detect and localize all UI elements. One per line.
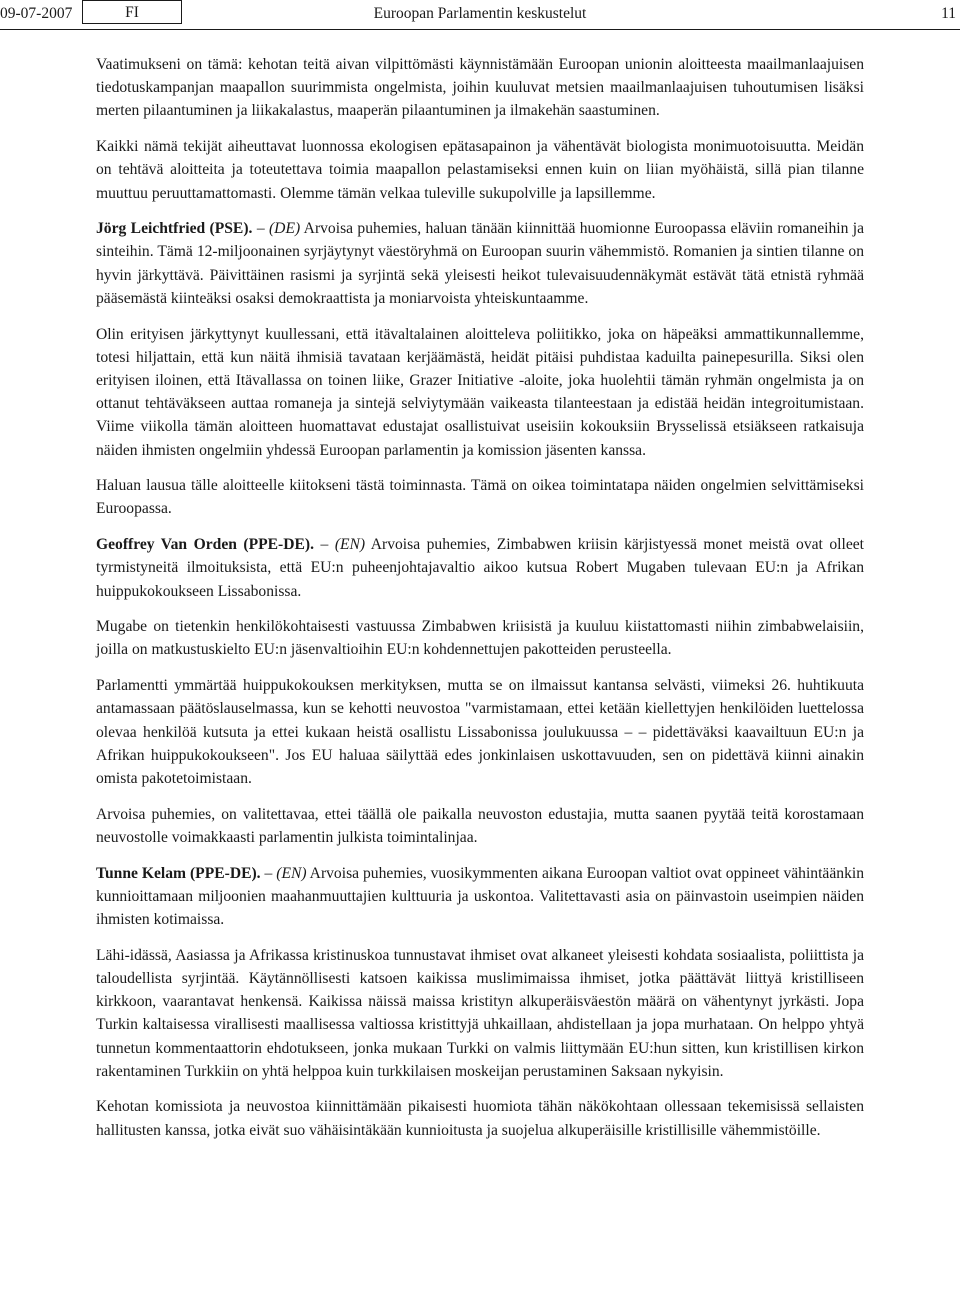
paragraph-text: Vaatimukseni on tämä: kehotan teitä aivan vilpittömästi käynnistämään Euroopan unionin aloitteesta maailmanlaajuisen tiedotuskampanjan maapallon suurimmista ongelmista, joihin kuuluvat metsien maailmanlaajuisen tuhoutumisen lisäksi merten pilaantuminen ja liikakalastus, maaperän pilaantuminen ja ilmakehän saastuminen. <box>96 56 864 120</box>
paragraph-text: Lähi-idässä, Aasiassa ja Afrikassa kristinuskoa tunnustavat ihmiset ovat alkaneet yleisesti kohdata sosiaalista, poliittista ja taloudellista syrjintää. Käytännöllisesti katsoen kaikissa muslimimaissa ihmiset, jotka päättävät liittyä kristilliseen kirkkoon, vaarantavat henkensä. Kaikissa näissä maissa kristityn alkuperäisväestön määrä on vähentynyt jyrkästi. Jopa Turkin kaltaisessa virallisesti maallisessa valtiossa kristittyjä uhkaillaan, ahdistellaan ja jopa murhataan. On helppo yhtyä tunnetun kommentaattorin ehdotukseen, jonka mukaan Turkki on valmis liittymään EU:hun sitten, kun kristillisen kirkon rakentaminen Turkkiin on yhtä helppoa kuin turkkilaisen moskeijan perustaminen Saksaan nykyisin. <box>96 946 864 1080</box>
speech-paragraph <box>96 533 864 603</box>
speech-paragraph <box>96 862 864 932</box>
page-number: 11 <box>941 5 956 22</box>
paragraph-text: Kaikki nämä tekijät aiheuttavat luonnossa ekologisen epätasapainon ja vähentävät biologista monimuotoisuutta. Meidän on tehtävä aloitteita ja toteutettava toimia maapallon pelastamiseksi ennen kuin on liian myöhäistä, sillä pian tilanne muuttuu peruuttamattomasti. Olemme tämän velkaa tuleville sukupolville ja lapsillemme. <box>96 138 864 202</box>
paragraph-text: Parlamentti ymmärtää huippukokouksen merkityksen, mutta se on ilmaissut kantansa selvästi, viimeksi 26. huhtikuuta antamassaan päätöslauselmassa, kun se kehotti neuvostoa "varmistamaan, ettei ketään kiellettyjen henkilöiden luettelossa olevaa henkilöä kutsuta ja ettei kukaan heistä osallistu Lissabonissa joulukuussa – – pidettäväksi kaavailtuun EU:n ja Afrikan huippukokoukseen". Jos EU haluaa säilyttää edes jonkinlaisen uskottavuuden, sen on pidettävä kiinni ainakin omista pakotetoimistaan. <box>96 677 864 787</box>
page-header <box>0 0 960 28</box>
speech-language: (EN) <box>276 864 307 882</box>
speaker-name: Geoffrey Van Orden (PPE-DE). <box>96 536 315 554</box>
speaker-name: Tunne Kelam (PPE-DE). <box>96 864 261 882</box>
header-divider <box>0 29 960 30</box>
speech-dash: – <box>260 864 277 882</box>
speech-language: (DE) <box>268 220 301 238</box>
paragraph-text: Arvoisa puhemies, Zimbabwen kriisin kärjistyessä monet meistä ovat olleet tyrmistyneitä ilmoituksista, että EU:n puheenjohtajavaltio aikoo kutsua Robert Mugaben tulevaan EU:n ja Afrikan huippukokoukseen Lissabonissa. <box>96 536 865 600</box>
paragraph-text: Haluan lausua tälle aloitteelle kiitokseni tästä toiminnasta. Tämä on oikea toimintatapa näiden ongelmien selvittämiseksi Euroopassa. <box>96 477 864 518</box>
speech-dash: – <box>314 536 335 554</box>
document-body <box>96 53 864 1154</box>
speaker-name: Jörg Leichtfried (PSE). <box>96 220 253 238</box>
paragraph <box>96 135 864 205</box>
paragraph <box>96 323 864 462</box>
paragraph-text: Arvoisa puhemies, vuosikymmenten aikana Euroopan valtiot ovat oppineet vähintäänkin kunnioittamaan miljoonien maahanmuuttajien kulttuuria ja uskontoa. Valitettavasti asia on päinvastoin useimpien näiden ihmisten kotimaissa. <box>96 864 864 928</box>
language-code: FI <box>82 0 182 24</box>
paragraph-text: Kehotan komissiota ja neuvostoa kiinnittämään pikaisesti huomiota tähän näkökohtaan ollessaan tekemisissä sellaisten hallitusten kanssa, jotka eivät suo vähäisintäkään kunnioitusta ja suojelua alkuperäisille kristillisille vähemmistöille. <box>96 1098 864 1139</box>
speech-dash: – <box>252 220 269 238</box>
paragraph <box>96 615 864 661</box>
speech-paragraph <box>96 217 864 310</box>
paragraph <box>96 474 864 520</box>
paragraph <box>96 674 864 790</box>
paragraph-text: Olin erityisen järkyttynyt kuullessani, että itävaltalainen aloitteleva poliitikko, joka on häpeäksi ammattikunnallemme, totesi hiljattain, että kun näitä ihmisiä tavataan kerjäämästä, heidät pitäisi puhdistaa kaduilta painepesurilla. Siksi olen erityisen iloinen, että Itävallassa on toinen liike, Grazer Initiative -aloite, joka huolehtii tämän ryhmän ongelmista ja on ottanut tehtäväkseen auttaa romaneja ja sintejä selviytymään vaikeasta tilanteestaan ja edistää heidän integroitumistaan. Viime viikolla tämän aloitteen huomattavat edustajat osallistuivat useisiin kokouksiin Brysselissä etsiäkseen ratkaisuja näiden ihmisten ongelmiin yhdessä Euroopan parlamentin ja komission jäsenten kanssa. <box>96 325 864 459</box>
speech-language: (EN) <box>334 536 366 554</box>
paragraph <box>96 944 864 1083</box>
paragraph-text: Arvoisa puhemies, on valitettavaa, ettei täällä ole paikalla neuvoston edustajia, mutta saanen pyytää teitä korostamaan neuvostolle voimakkaasti parlamentin julkista toimintalinjaa. <box>96 805 864 846</box>
paragraph <box>96 803 864 849</box>
paragraph-text: Mugabe on tietenkin henkilökohtaisesti vastuussa Zimbabwen kriisistä ja kuuluu kiistattomasti niihin zimbabwelaisiin, joilla on matkustuskielto EU:n jäsenvaltioihin EU:n kohdennettujen pakotteiden perusteella. <box>96 618 864 659</box>
paragraph <box>96 1095 864 1141</box>
paragraph <box>96 53 864 123</box>
document-date: 09-07-2007 <box>0 5 73 22</box>
paragraph-text: Arvoisa puhemies, haluan tänään kiinnittää huomionne Euroopassa eläviin romaneihin ja sinteihin. Tämä 12-miljoonainen syrjäytynyt väestöryhmä on Euroopan suurin vähemmistö. Romanien ja sintien tilanne on hyvin järkyttävä. Päivittäinen rasismi ja syrjintä sekä yleisesti heikot tulevaisuudennäkymät estävät tätä etnistä ryhmää pääsemästä kiinteäksi osaksi demokraattista ja moniarvoista yhteiskuntaamme. <box>96 220 864 307</box>
document-title: Euroopan Parlamentin keskustelut <box>373 5 587 22</box>
